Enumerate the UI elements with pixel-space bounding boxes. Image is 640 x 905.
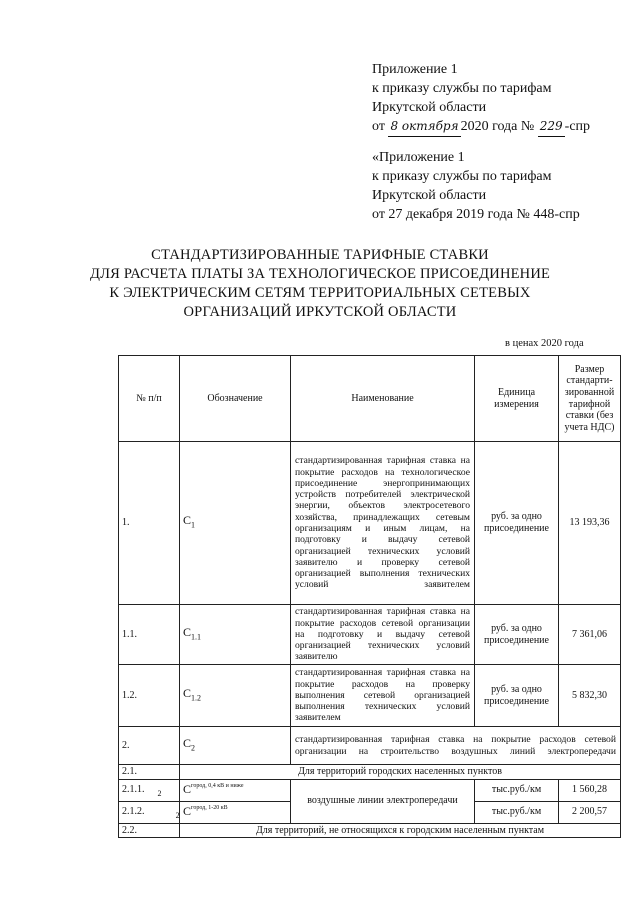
appendix-region: Иркутской области bbox=[372, 100, 487, 115]
row-unit: тыс.руб./км bbox=[475, 801, 559, 823]
prev-appendix-title: «Приложение 1 bbox=[372, 150, 465, 165]
handwritten-date: 8 октября bbox=[388, 117, 460, 137]
symbol-letter: C bbox=[183, 803, 192, 818]
row-value: 2 200,57 bbox=[559, 801, 621, 823]
table-row bbox=[119, 442, 621, 605]
symbol-subscript: 1.2 bbox=[191, 692, 202, 702]
row-symbol bbox=[180, 727, 291, 765]
row-symbol bbox=[157, 779, 291, 801]
row-unit: руб. за одно присоединение bbox=[475, 605, 559, 665]
table-row bbox=[119, 779, 621, 801]
symbol-subscript: 2 bbox=[157, 788, 162, 798]
row-symbol bbox=[175, 801, 291, 823]
symbol-letter: C bbox=[183, 624, 192, 639]
symbol-superscript: город, 1-20 кВ bbox=[191, 804, 228, 811]
row-num: 2.1.1. bbox=[119, 779, 180, 801]
row-symbol bbox=[180, 605, 291, 665]
row-description: стандартизированная тарифная ставка на покрытие расходов сетевой организации на строительство воздушных линий электропередачи bbox=[291, 727, 621, 765]
appendix-header bbox=[372, 60, 590, 137]
table-row bbox=[119, 605, 621, 665]
row-unit: руб. за одно присоединение bbox=[475, 442, 559, 605]
section-row bbox=[119, 823, 621, 838]
handwritten-number: 229 bbox=[538, 117, 565, 137]
tariff-table bbox=[118, 355, 621, 838]
row-value: 7 361,06 bbox=[559, 605, 621, 665]
symbol-superscript: город, 0,4 кВ и ниже bbox=[191, 782, 244, 789]
header-name: Наименование bbox=[291, 356, 475, 442]
row-description: стандартизированная тарифная ставка на покрытие расходов на проверку выполнения сетевой организацией выполнения технических условий заявителем bbox=[291, 665, 475, 727]
title-line-3: К ЭЛЕКТРИЧЕСКИМ СЕТЯМ ТЕРРИТОРИАЛЬНЫХ СЕТЕВЫХ bbox=[109, 285, 531, 301]
symbol-letter: C bbox=[183, 685, 192, 700]
merged-description: воздушные линии электропередачи bbox=[291, 779, 475, 823]
section-row bbox=[119, 765, 621, 780]
section-title: Для территорий городских населенных пунктов bbox=[180, 765, 621, 780]
table-row bbox=[119, 665, 621, 727]
row-symbol bbox=[180, 442, 291, 605]
symbol-subscript: 2 bbox=[175, 810, 180, 820]
symbol-subscript: 1.1 bbox=[191, 631, 202, 641]
document-title bbox=[90, 246, 550, 322]
section-title: Для территорий, не относящихся к городским населенным пунктам bbox=[180, 823, 621, 838]
date-year: 2020 года № bbox=[460, 119, 535, 134]
row-num: 2.1.2. bbox=[119, 801, 180, 823]
row-num: 1. bbox=[119, 442, 180, 605]
symbol-letter: C bbox=[183, 735, 192, 750]
appendix-title: Приложение 1 bbox=[372, 62, 458, 77]
symbol-letter: C bbox=[183, 513, 192, 527]
header-symbol: Обозначение bbox=[180, 356, 291, 442]
row-description: стандартизированная тарифная ставка на покрытие расходов на технологическое присоединение энергопринимающих устройств потребителей электрической энергии, объектов электросетевого хозяйства, принадлежащих сетевым организациям и иным лицам, на подготовку и выдачу сетевой организацией технических условий заявителю и проверку сетевой организацией выполнения технических условий заявителем bbox=[291, 442, 475, 605]
header-unit: Единица измерения bbox=[475, 356, 559, 442]
appendix-date-line bbox=[372, 117, 590, 137]
prices-note: в ценах 2020 года bbox=[505, 338, 584, 349]
prev-appendix-order-ref: к приказу службы по тарифам bbox=[372, 169, 552, 184]
symbol-subscript: 2 bbox=[191, 742, 196, 752]
table-row bbox=[119, 727, 621, 765]
table-header-row bbox=[119, 356, 621, 442]
row-description: стандартизированная тарифная ставка на покрытие расходов сетевой организации на подготовку и выдачу сетевой организацией технических условий заявителю bbox=[291, 605, 475, 665]
row-value: 1 560,28 bbox=[559, 779, 621, 801]
date-prefix: от bbox=[372, 119, 385, 134]
section-num: 2.2. bbox=[119, 823, 180, 838]
section-num: 2.1. bbox=[119, 765, 180, 780]
title-line-1: СТАНДАРТИЗИРОВАННЫЕ ТАРИФНЫЕ СТАВКИ bbox=[151, 247, 489, 263]
row-value: 13 193,36 bbox=[559, 442, 621, 605]
row-unit: тыс.руб./км bbox=[475, 779, 559, 801]
row-num: 1.1. bbox=[119, 605, 180, 665]
row-num: 1.2. bbox=[119, 665, 180, 727]
row-num: 2. bbox=[119, 727, 180, 765]
appendix-order-ref: к приказу службы по тарифам bbox=[372, 81, 552, 96]
row-unit: руб. за одно присоединение bbox=[475, 665, 559, 727]
row-symbol bbox=[180, 665, 291, 727]
prev-appendix-region: Иркутской области bbox=[372, 188, 487, 203]
header-num: № п/п bbox=[119, 356, 180, 442]
title-line-4: ОРГАНИЗАЦИЙ ИРКУТСКОЙ ОБЛАСТИ bbox=[183, 304, 457, 320]
symbol-subscript: 1 bbox=[191, 520, 196, 530]
header-size: Размер стандарти-зированной тарифной ставки (без учета НДС) bbox=[559, 356, 621, 442]
symbol-letter: C bbox=[183, 781, 192, 796]
title-line-2: ДЛЯ РАСЧЕТА ПЛАТЫ ЗА ТЕХНОЛОГИЧЕСКОЕ ПРИСОЕДИНЕНИЕ bbox=[90, 266, 551, 282]
date-suffix: -спр bbox=[564, 119, 591, 134]
row-value: 5 832,30 bbox=[559, 665, 621, 727]
previous-appendix-header bbox=[372, 148, 580, 224]
prev-appendix-date: от 27 декабря 2019 года № 448-спр bbox=[372, 207, 580, 222]
